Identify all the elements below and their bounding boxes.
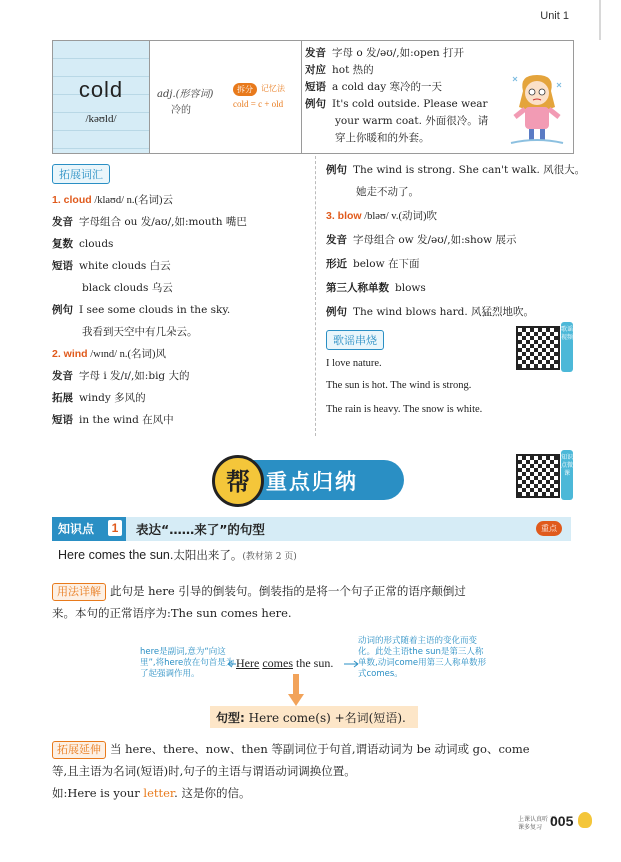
entry-line: 形近 below 在下面 xyxy=(326,258,420,270)
extend-paragraph: 拓展延伸 当 here、there、now、then 等副词位于句首,谓语动词为 be 动词或 go、come 等,且主语为名词(短语)时,句子的主语与谓语动词调换位置。 如:Here is your letter. 这是你的信。 xyxy=(52,742,530,800)
memory-formula: cold = c + old xyxy=(233,99,284,109)
card-line: 对应 hot 热的 xyxy=(305,64,374,76)
card-line: your warm coat. 外面很冷。请 xyxy=(335,115,489,127)
entry-line: 我看到天空中有几朵云。 xyxy=(82,326,198,338)
card-line: 发音 字母 o 发/əʊ/,如:open 打开 xyxy=(305,47,465,59)
knowledge-point-title: 表达“……来了”的句型 xyxy=(136,522,265,537)
vocab-entry-wind: 2. wind /wɪnd/ n.(名词)风 xyxy=(52,348,167,360)
usage-paragraph: 用法详解 此句是 here 引导的倒装句。倒装指的是将一个句子正常的语序颠倒过 来。本句的正常语序为:The sun comes here. xyxy=(52,584,466,620)
vocab-entry-blow: 3. blow /bləʊ/ v.(动词)吹 xyxy=(326,210,437,222)
knowledge-point-label: 知识点 xyxy=(58,522,95,536)
page-corner-line xyxy=(599,0,601,40)
part-of-speech: adj.(形容词) xyxy=(157,89,214,100)
song-line: I love nature. xyxy=(326,358,382,369)
headword-phonetic: /kəʊld/ xyxy=(85,113,117,125)
mascot-icon xyxy=(578,812,592,828)
extend-tag: 拓展延伸 xyxy=(52,741,106,759)
key-badge: 重点 xyxy=(536,521,562,536)
page-number: 005 xyxy=(550,813,574,829)
entry-line: black clouds 乌云 xyxy=(82,282,173,294)
entry-line: 发音 字母组合 ow 发/əʊ/,如:show 展示 xyxy=(326,234,517,246)
word-meaning: 冷的 xyxy=(171,105,191,116)
banner-title: 重点归纳 xyxy=(266,470,358,494)
entry-line: 短语 in the wind 在风中 xyxy=(52,414,174,426)
entry-line: 例句 The wind is strong. She can't walk. 风很大。 xyxy=(326,164,586,176)
card-details xyxy=(305,45,505,147)
banner-char: 帮 xyxy=(226,468,250,496)
unit-label: Unit 1 xyxy=(540,10,569,22)
section-tag-extended-vocab: 拓展词汇 xyxy=(52,164,110,184)
entry-line: 短语 white clouds 白云 xyxy=(52,260,171,272)
qr-side-label: 歌谣视频 xyxy=(561,322,573,372)
memory-title: 记忆法 xyxy=(261,84,285,93)
entry-line: 发音 字母组合 ou 发/aʊ/,如:mouth 嘴巴 xyxy=(52,216,247,228)
song-line: The rain is heavy. The snow is white. xyxy=(326,404,483,415)
card-divider xyxy=(149,41,150,153)
knowledge-point-number: 1 xyxy=(108,520,122,536)
footer-slogan: 上课认真听 下课多复习 xyxy=(518,816,556,831)
word-card xyxy=(52,40,574,154)
girl-illustration xyxy=(509,71,565,147)
card-line: 穿上你暖和的外套。 xyxy=(335,132,430,144)
entry-line: 拓展 windy 多风的 xyxy=(52,392,146,404)
pattern-formula: 句型: Here come(s) +名词(短语). xyxy=(216,711,406,725)
note-here: here是副词,意为“向这里”,将here放在句首是为了起强调作用。 xyxy=(140,647,235,679)
entry-line: 发音 字母 i 发/ɪ/,如:big 大的 xyxy=(52,370,190,382)
entry-line: 例句 I see some clouds in the sky. xyxy=(52,304,231,316)
vocab-entry-cloud: 1. cloud /klaʊd/ n.(名词)云 xyxy=(52,194,173,206)
entry-line: 第三人称单数 blows xyxy=(326,282,426,294)
word-box xyxy=(53,41,149,153)
entry-line: 复数 clouds xyxy=(52,238,114,250)
song-line: The sun is hot. The wind is strong. xyxy=(326,380,472,391)
headword: cold xyxy=(78,77,124,102)
diagram-arrows xyxy=(226,650,366,710)
qr-side-label: 知识点微课 xyxy=(561,450,573,500)
memory-badge: 拆分 xyxy=(233,83,257,96)
key-sentence: Here comes the sun.太阳出来了。(教材第 2 页) xyxy=(58,548,297,562)
card-divider xyxy=(301,41,302,153)
qr-code-lesson[interactable] xyxy=(516,454,560,498)
note-verb: 动词的形式随着主语的变化而变化。此处主语the sun是第三人称单数,动词come用第三人称单数形式comes。 xyxy=(358,636,487,679)
section-tag-song: 歌谣串烧 xyxy=(326,330,384,350)
card-line: 例句 It's cold outside. Please wear xyxy=(305,98,488,110)
knowledge-point-bar xyxy=(52,517,571,541)
entry-line: 例句 The wind blows hard. 风猛烈地吹。 xyxy=(326,306,535,318)
card-line: 短语 a cold day 寒冷的一天 xyxy=(305,81,442,93)
diagram-sentence: Here comes the sun. xyxy=(236,656,334,670)
column-divider xyxy=(315,156,317,436)
entry-line: 她走不动了。 xyxy=(356,186,419,198)
qr-code-song[interactable] xyxy=(516,326,560,370)
usage-tag: 用法详解 xyxy=(52,583,106,601)
